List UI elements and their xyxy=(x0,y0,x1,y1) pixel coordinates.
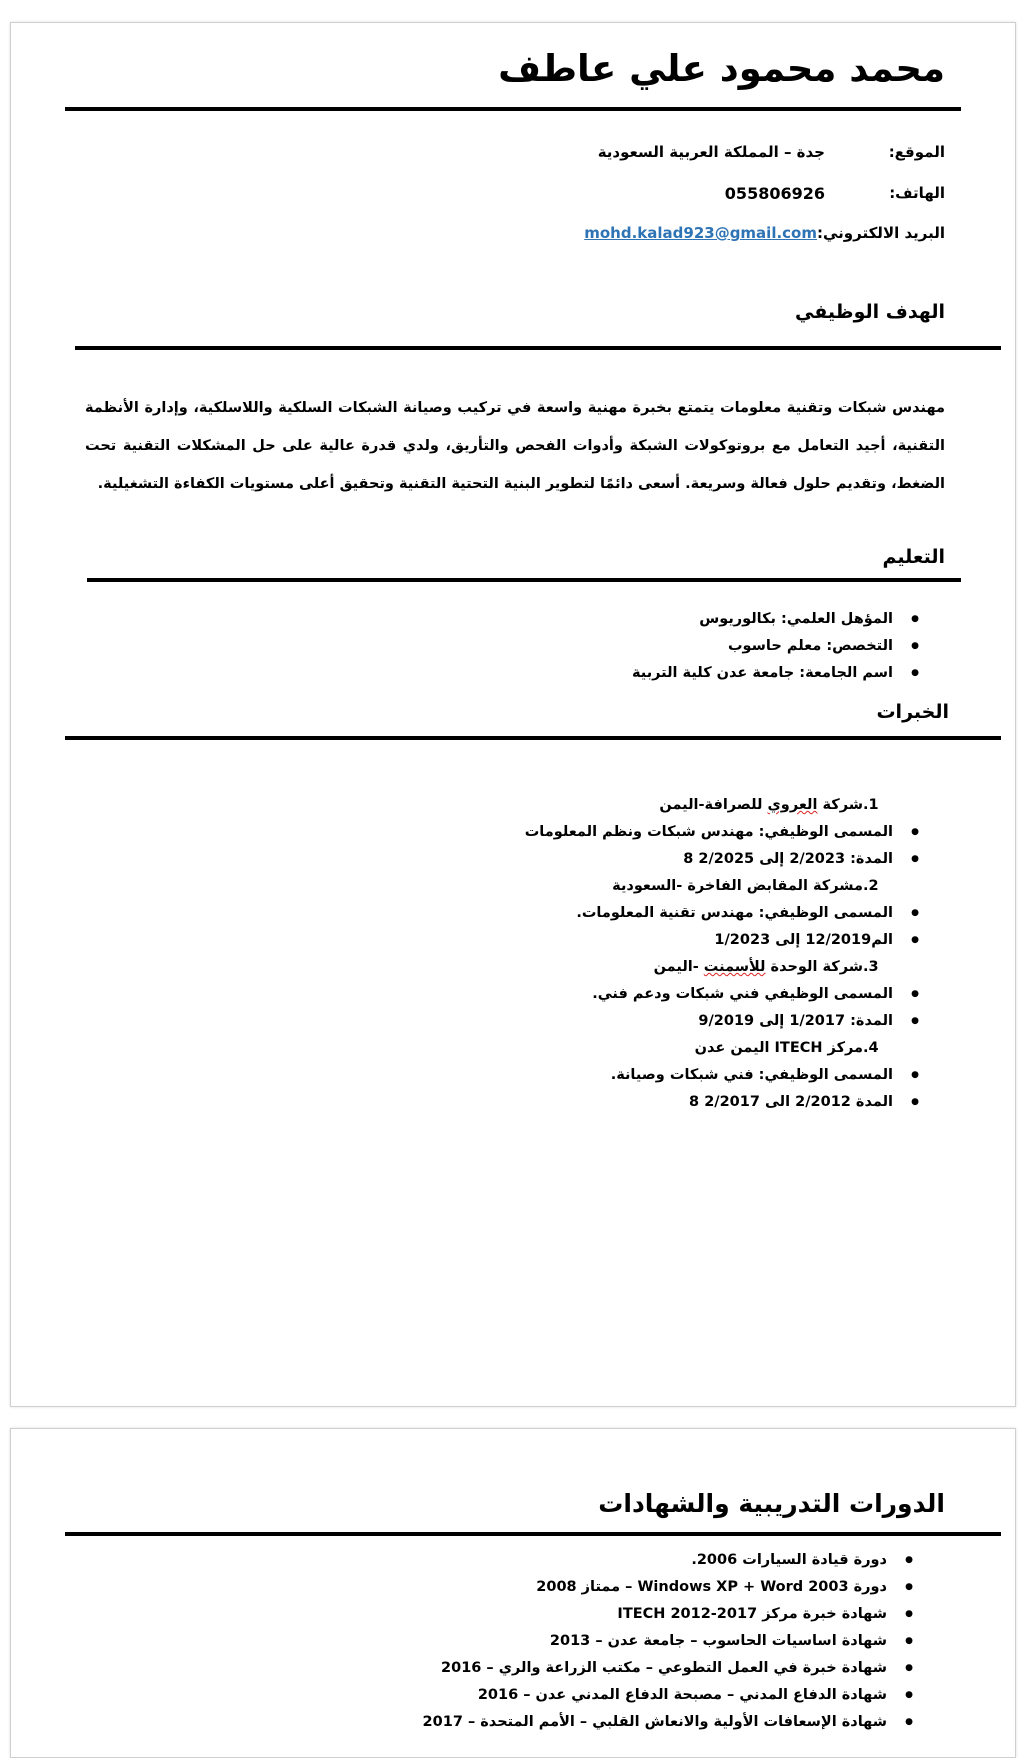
list-item: ● دورة قيادة السيارات 2006. xyxy=(423,1547,919,1574)
job-title: ● المسمى الوظيفي: مهندس تقنية المعلومات. xyxy=(525,900,925,927)
job-duration: ● المدة: 1/2017 إلى 9/2019 xyxy=(525,1008,925,1035)
resume-page-1 xyxy=(10,22,1016,1407)
list-item: ● التخصص: معلم حاسوب xyxy=(632,633,925,660)
education-divider xyxy=(87,578,961,582)
job-title: ● المسمى الوظيفي فني شبكات ودعم فني. xyxy=(525,981,925,1008)
location-value: جدة – المملكة العربية السعودية xyxy=(597,143,825,161)
job-company: 1.شركة العروي للصرافة-اليمن xyxy=(525,792,925,819)
email-label: البريد الالكتروني: xyxy=(817,224,945,242)
phone-value: 055806926 xyxy=(724,184,825,203)
job-number: 1. xyxy=(863,797,879,813)
job-number: 2. xyxy=(863,878,879,894)
resume-page-2 xyxy=(10,1428,1016,1758)
job-company: 4.مركز ITECH اليمن عدن xyxy=(525,1035,925,1062)
courses-divider xyxy=(65,1532,1001,1536)
job-company: 2.مشركة المقابض الفاخرة -السعودية xyxy=(525,873,925,900)
objective-text: مهندس شبكات وتقنية معلومات يتمتع بخبرة مهنية واسعة في تركيب وصيانة الشبكات السلكية واللاسلكية، وإدارة الأنظمة التقنية، أجيد التعامل مع بروتوكولات الشبكة وأدوات الفحص والتأريق، ولدي قدرة عالية على حل المشكلات التقنية تحت الضغط، وتقديم حلول فعالة وسريعة. أسعى دائمًا لتطوير البنية التحتية التقنية وتحقيق أعلى مستويات الكفاءة التشغيلية. xyxy=(85,400,945,492)
education-title: التعليم xyxy=(882,546,945,568)
experience-title: الخبرات xyxy=(876,701,949,723)
education-list xyxy=(632,606,925,687)
list-item: ● شهادة الدفاع المدني – مصبحة الدفاع المدني عدن – 2016 xyxy=(423,1682,919,1709)
list-item: ● المؤهل العلمي: بكالوريوس xyxy=(632,606,925,633)
job-duration: ● المدة: 2/2023 إلى 2/2025 8 xyxy=(525,846,925,873)
job-duration: ● المدة 2/2012 الى 2/2017 8 xyxy=(525,1089,925,1116)
candidate-name: محمد محمود علي عاطف xyxy=(498,47,945,90)
courses-title: الدورات التدريبية والشهادات xyxy=(598,1489,945,1518)
job-company: 3.شركة الوحدة للأسمنت -اليمن xyxy=(525,954,925,981)
list-item: ● شهادة اساسيات الحاسوب – جامعة عدن – 2013 xyxy=(423,1628,919,1655)
experience-divider xyxy=(65,736,1001,740)
job-number: 3. xyxy=(863,959,879,975)
job-title: ● المسمى الوظيفي: مهندس شبكات ونظم المعلومات xyxy=(525,819,925,846)
objective-title: الهدف الوظيفي xyxy=(795,301,945,323)
name-divider xyxy=(65,107,961,111)
email-link[interactable]: mohd.kalad923@gmail.com xyxy=(584,224,817,242)
list-item: ● شهادة خبرة في العمل التطوعي – مكتب الزراعة والري – 2016 xyxy=(423,1655,919,1682)
list-item: ● شهادة الإسعافات الأولية والانعاش القلبي – الأمم المتحدة – 2017 xyxy=(423,1709,919,1736)
job-duration: ● الم12/2019 إلى 1/2023 xyxy=(525,927,925,954)
location-label: الموقع: xyxy=(888,143,945,161)
list-item: ● اسم الجامعة: جامعة عدن كلية التربية xyxy=(632,660,925,687)
phone-label: الهاتف: xyxy=(889,184,945,202)
list-item: ● شهادة خبرة مركز ITECH 2012-2017 xyxy=(423,1601,919,1628)
list-item: ● دورة Windows XP + Word 2003 – ممتاز 2008 xyxy=(423,1574,919,1601)
courses-list xyxy=(423,1547,919,1736)
objective-divider xyxy=(75,346,1001,350)
experience-list xyxy=(525,792,925,1116)
job-number: 4. xyxy=(863,1040,879,1056)
job-title: ● المسمى الوظيفي: فني شبكات وصيانة. xyxy=(525,1062,925,1089)
